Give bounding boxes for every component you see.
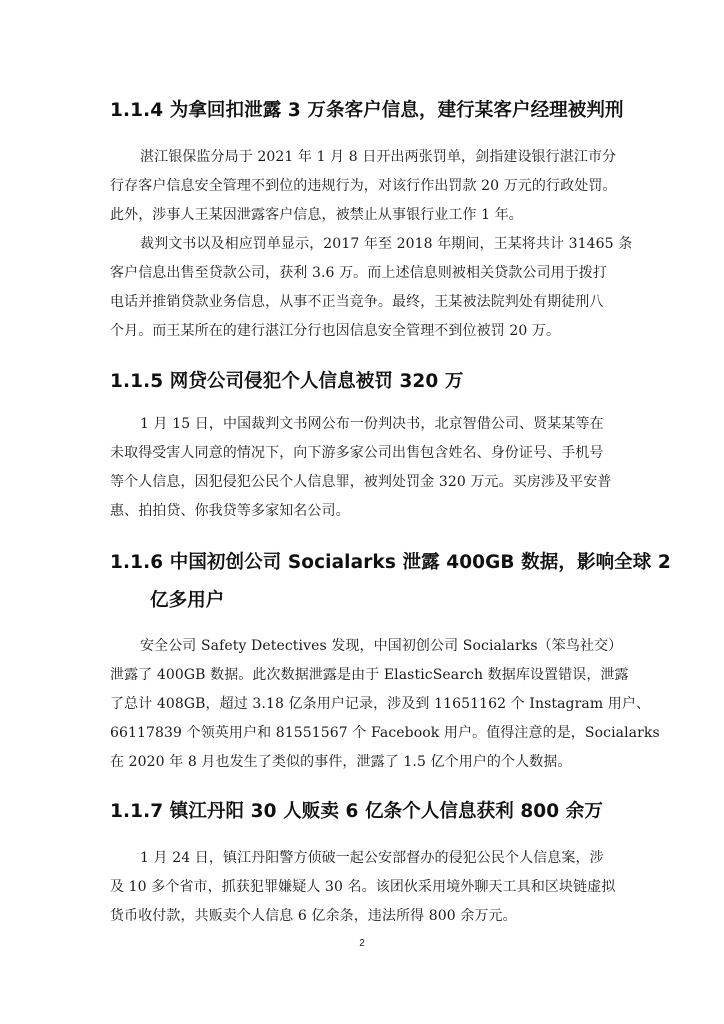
page-number: 2 (359, 938, 365, 949)
paragraph-1-1-4-b (110, 230, 633, 346)
text-line: 在 2020 年 8 月也发生了类似的事件，泄露了 1.5 亿个用户的个人数据。 (110, 754, 572, 770)
section-heading-1-1-6-continued: 亿多用户 (150, 590, 225, 611)
text-line: 安全公司 Safety Detectives 发现，中国初创公司 Socialarks（笨鸟社交） (140, 638, 623, 654)
text-line: 行存客户信息安全管理不到位的违规行为，对该行作出罚款 20 万元的行政处罚。 (110, 178, 617, 194)
paragraph-1-1-4-a (110, 143, 618, 230)
paragraph-1-1-5 (110, 410, 618, 526)
paragraph-1-1-6 (110, 632, 660, 777)
text-line: 等个人信息，因犯侵犯公民个人信息罪，被判处罚金 320 万元。买房涉及平安普 (110, 474, 612, 490)
text-line: 此外，涉事人王某因泄露客户信息，被禁止从事银行业工作 1 年。 (110, 207, 523, 223)
text-line: 及 10 多个省市，抓获犯罪嫌疑人 30 名。该团伙采用境外聊天工具和区块链虚拟 (110, 879, 616, 895)
text-line: 1 月 24 日，镇江丹阳警方侦破一起公安部督办的侵犯公民个人信息案，涉 (140, 850, 604, 866)
text-line: 1 月 15 日，中国裁判文书网公布一份判决书，北京智借公司、贤某某等在 (140, 416, 604, 432)
text-line: 个月。而王某所在的建行湛江分行也因信息安全管理不到位被罚 20 万。 (110, 323, 561, 339)
text-line: 裁判文书以及相应罚单显示，2017 年至 2018 年期间，王某将共计 31465 条 (140, 236, 633, 252)
text-line: 湛江银保监分局于 2021 年 1 月 8 日开出两张罚单，剑指建设银行湛江市分 (140, 149, 617, 165)
section-heading-1-1-4: 1.1.4 为拿回扣泄露 3 万条客户信息，建行某客户经理被判刑 (110, 100, 624, 121)
text-line: 66117839 个领英用户和 81551567 个 Facebook 用户。值得注意的是，Socialarks (110, 725, 660, 741)
section-heading-1-1-6: 1.1.6 中国初创公司 Socialarks 泄露 400GB 数据，影响全球 2 (110, 552, 671, 573)
text-line: 未取得受害人同意的情况下，向下游多家公司出售包含姓名、身份证号、手机号 (110, 445, 604, 461)
text-line: 货币收付款，共贩卖个人信息 6 亿余条，违法所得 800 余万元。 (110, 908, 517, 924)
section-heading-1-1-7: 1.1.7 镇江丹阳 30 人贩卖 6 亿条个人信息获利 800 余万 (110, 801, 603, 822)
text-line: 了总计 408GB，超过 3.18 亿条用户记录，涉及到 11651162 个 Instagram 用户、 (110, 696, 651, 712)
paragraph-1-1-7 (110, 844, 618, 931)
text-line: 客户信息出售至贷款公司，获利 3.6 万。而上述信息则被相关贷款公司用于拨打 (110, 265, 607, 281)
text-line: 惠、拍拍贷、你我贷等多家知名公司。 (110, 503, 350, 519)
text-line: 泄露了 400GB 数据。此次数据泄露是由于 ElasticSearch 数据库设置错误，泄露 (110, 667, 629, 683)
section-heading-1-1-5: 1.1.5 网贷公司侵犯个人信息被罚 320 万 (110, 371, 464, 392)
text-line: 电话并推销贷款业务信息，从事不正当竞争。最终，王某被法院判处有期徒刑八 (110, 294, 604, 310)
